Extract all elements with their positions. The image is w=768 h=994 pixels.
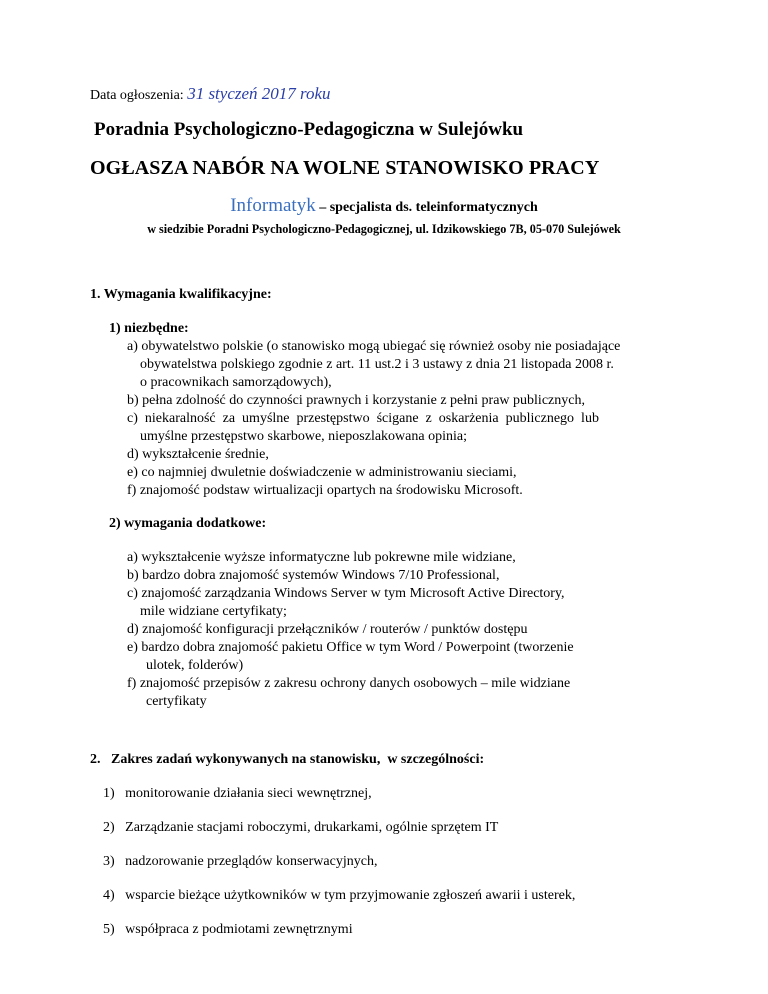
required-line: d) wykształcenie średnie, xyxy=(127,447,269,462)
task-item: 3) nadzorowanie przeglądów konserwacyjnych, xyxy=(103,854,378,869)
position-line xyxy=(0,195,768,217)
announcement-date-line xyxy=(90,84,331,104)
additional-line: certyfikaty xyxy=(146,694,207,709)
additional-line: a) wykształcenie wyższe informatyczne lub pokrewne mile widziane, xyxy=(127,550,516,565)
required-line: a) obywatelstwo polskie (o stanowisko mogą ubiegać się również osoby nie posiadające xyxy=(127,339,621,354)
required-line: b) pełna zdolność do czynności prawnych i korzystanie z pełni praw publicznych, xyxy=(127,393,585,408)
task-item: 4) wsparcie bieżące użytkowników w tym przyjmowanie zgłoszeń awarii i usterek, xyxy=(103,888,576,903)
position-title: Informatyk xyxy=(230,195,316,216)
date-value: 31 styczeń 2017 roku xyxy=(187,84,331,103)
additional-line: f) znajomość przepisów z zakresu ochrony danych osobowych – mile widziane xyxy=(127,676,571,691)
additional-line: ulotek, folderów) xyxy=(146,658,244,673)
required-line: obywatelstwa polskiego zgodnie z art. 11 ust.2 i 3 ustawy z dnia 21 listopada 2008 r. xyxy=(140,357,614,372)
required-line: e) co najmniej dwuletnie doświadczenie w administrowaniu sieciami, xyxy=(127,465,517,480)
additional-line: e) bardzo dobra znajomość pakietu Office w tym Word / Powerpoint (tworzenie xyxy=(127,640,574,655)
task-item: 5) współpraca z podmiotami zewnętrznymi xyxy=(103,922,353,937)
required-line: c) niekaralność za umyślne przestępstwo ścigane z oskarżenia publicznego lub xyxy=(127,411,599,426)
additional-line: c) znajomość zarządzania Windows Server w tym Microsoft Active Directory, xyxy=(127,586,565,601)
section1-heading: 1. Wymagania kwalifikacyjne: xyxy=(90,287,272,302)
date-label: Data ogłoszenia: xyxy=(90,88,184,103)
additional-line: d) znajomość konfiguracji przełączników / routerów / punktów dostępu xyxy=(127,622,528,637)
required-heading: 1) niezbędne: xyxy=(109,321,189,336)
section2-heading: 2. Zakres zadań wykonywanych na stanowisku, w szczególności: xyxy=(90,752,485,767)
task-item: 2) Zarządzanie stacjami roboczymi, drukarkami, ogólnie sprzętem IT xyxy=(103,820,499,835)
required-line: f) znajomość podstaw wirtualizacji opartych na środowisku Microsoft. xyxy=(127,483,523,498)
required-line: o pracownikach samorządowych), xyxy=(140,375,332,390)
additional-line: mile widziane certyfikaty; xyxy=(140,604,287,619)
announcement-heading: OGŁASZA NABÓR NA WOLNE STANOWISKO PRACY xyxy=(90,157,600,179)
additional-heading: 2) wymagania dodatkowe: xyxy=(109,516,267,531)
organization-name: Poradnia Psychologiczno-Pedagogiczna w Sulejówku xyxy=(94,119,524,140)
location-line: w siedzibie Poradni Psychologiczno-Pedagogicznej, ul. Idzikowskiego 7B, 05-070 Sulejówek xyxy=(147,222,621,236)
additional-line: b) bardzo dobra znajomość systemów Windows 7/10 Professional, xyxy=(127,568,500,583)
position-subtitle: – specjalista ds. teleinformatycznych xyxy=(315,200,538,215)
task-item: 1) monitorowanie działania sieci wewnętrznej, xyxy=(103,786,372,801)
required-line: umyślne przestępstwo skarbowe, nieposzlakowana opinia; xyxy=(140,429,467,444)
